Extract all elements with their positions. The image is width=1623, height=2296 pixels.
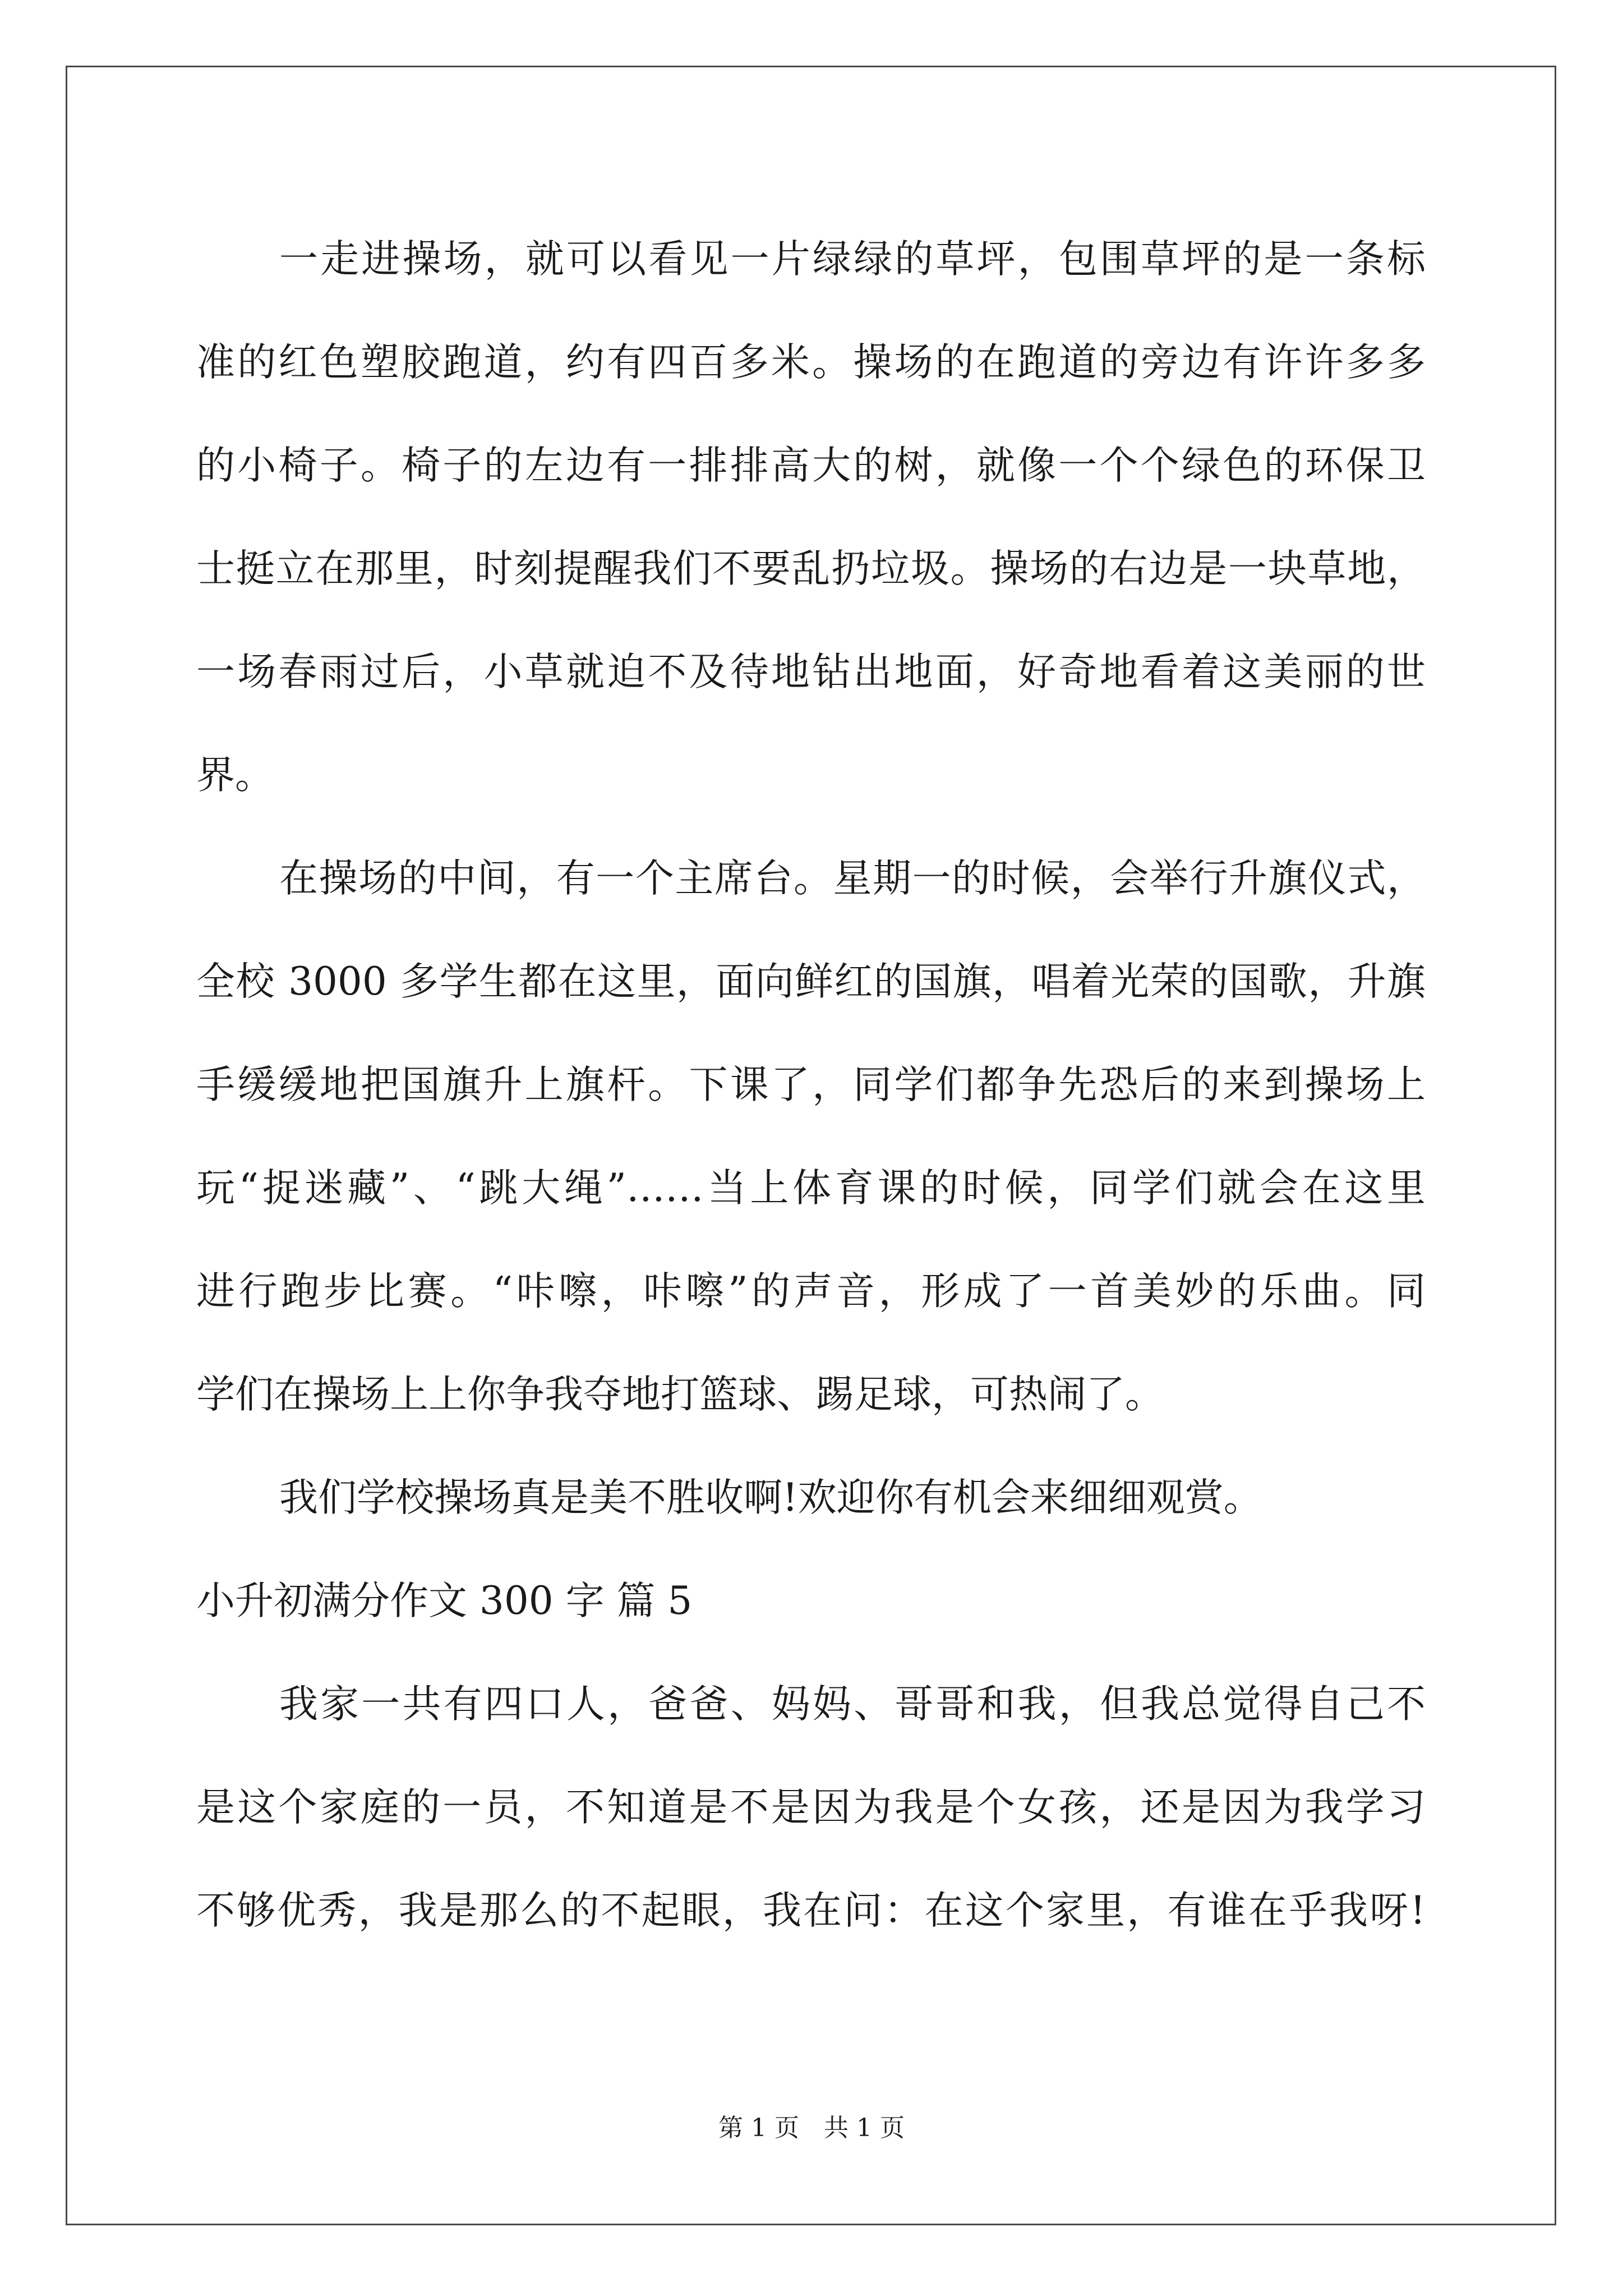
text-line: 进行跑步比赛。“咔嚓，咔嚓”的声音，形成了一首美妙的乐曲。同 xyxy=(196,1269,1426,1314)
page-number: 第 1 页 共 1 页 xyxy=(718,2114,905,2142)
text-line: 士挺立在那里，时刻提醒我们不要乱扔垃圾。操场的右边是一块草地， xyxy=(196,546,1426,591)
text-line: 界。 xyxy=(196,753,274,798)
paragraph xyxy=(196,1446,1426,1549)
page-footer xyxy=(0,2111,1623,2145)
paragraph xyxy=(196,827,1426,1446)
text-line: 的小椅子。椅子的左边有一排排高大的树，就像一个个绿色的环保卫 xyxy=(196,443,1426,488)
text-line: 不够优秀，我是那么的不起眼，我在问：在这个家里，有谁在乎我呀! xyxy=(196,1888,1426,1933)
text-line: 准的红色塑胶跑道，约有四百多米。操场的在跑道的旁边有许许多多 xyxy=(196,340,1426,385)
text-line: 是这个家庭的一员，不知道是不是因为我是个女孩，还是因为我学习 xyxy=(196,1785,1426,1830)
heading-text: 小升初满分作文 300 字 篇 5 xyxy=(196,1579,693,1623)
section-heading xyxy=(196,1549,1426,1653)
text-line: 我们学校操场真是美不胜收啊!欢迎你有机会来细细观赏。 xyxy=(279,1475,1262,1520)
text-line: 我家一共有四口人，爸爸、妈妈、哥哥和我，但我总觉得自己不 xyxy=(279,1682,1426,1727)
text-line: 全校 3000 多学生都在这里，面向鲜红的国旗，唱着光荣的国歌，升旗 xyxy=(196,959,1426,1004)
text-line: 一走进操场，就可以看见一片绿绿的草坪，包围草坪的是一条标 xyxy=(279,237,1426,282)
text-line: 玩“捉迷藏”、“跳大绳”……当上体育课的时候，同学们就会在这里 xyxy=(196,1166,1426,1211)
text-line: 在操场的中间，有一个主席台。星期一的时候，会举行升旗仪式， xyxy=(279,856,1426,901)
paragraph xyxy=(196,1653,1426,1962)
text-line: 一场春雨过后，小草就迫不及待地钻出地面，好奇地看着这美丽的世 xyxy=(196,650,1426,694)
paragraph xyxy=(196,208,1426,827)
text-line: 手缓缓地把国旗升上旗杆。下课了，同学们都争先恐后的来到操场上 xyxy=(196,1062,1426,1107)
text-line: 学们在操场上上你争我夺地打篮球、踢足球，可热闹了。 xyxy=(196,1372,1164,1417)
document-body xyxy=(196,208,1426,1962)
